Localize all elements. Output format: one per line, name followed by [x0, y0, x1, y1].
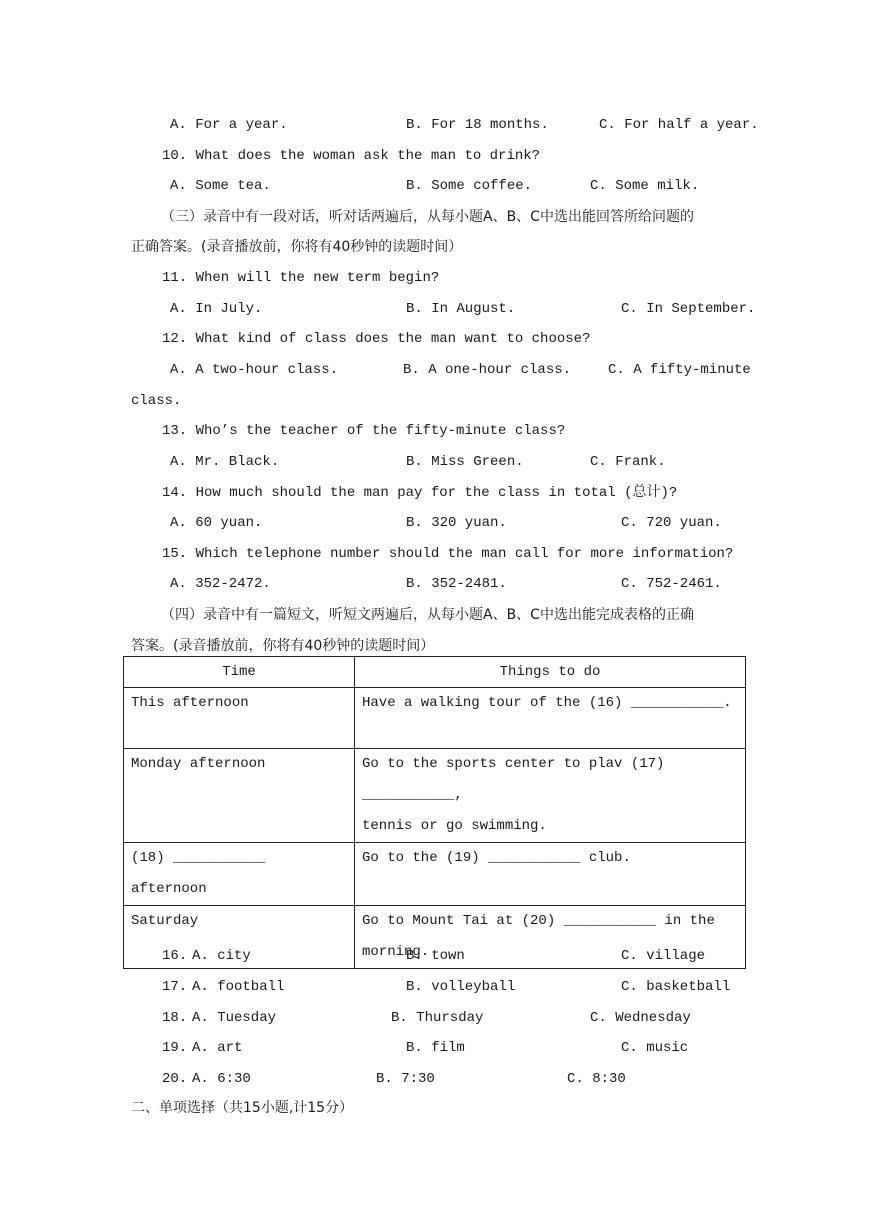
- q17-option-b: B. volleyball: [406, 979, 516, 995]
- q18-option-a: A. Tuesday: [192, 1010, 277, 1026]
- header-time: Time: [124, 657, 355, 688]
- q17-option-a: A. football: [192, 979, 285, 995]
- cell-todo: Go to the (19) ___________ club.: [355, 843, 746, 906]
- q10-question: 10. What does the woman ask the man to drink?: [162, 148, 541, 164]
- q19-option-b: B. film: [406, 1040, 465, 1056]
- q16-option-a: A. city: [192, 948, 251, 964]
- q11-option-a: A. In July.: [170, 301, 263, 317]
- q18-number: 18.: [162, 1010, 188, 1026]
- cell-time: Monday afternoon: [124, 749, 355, 843]
- table-row: [124, 688, 746, 749]
- q12-option-c-wrap: class.: [131, 393, 182, 409]
- cell-time: (18) ___________ afternoon: [124, 843, 355, 906]
- q11-option-b: B. In August.: [406, 301, 516, 317]
- q17-number: 17.: [162, 979, 188, 995]
- q15-option-b: B. 352-2481.: [406, 576, 507, 592]
- table-row: [124, 843, 746, 906]
- q11-option-c: C. In September.: [621, 301, 756, 317]
- cell-todo: Go to Mount Tai at (20) ___________ in the morning.: [355, 906, 746, 969]
- q18-option-b: B. Thursday: [391, 1010, 484, 1026]
- q19-number: 19.: [162, 1040, 188, 1056]
- q18-option-c: C. Wednesday: [590, 1010, 691, 1026]
- q13-option-c: C. Frank.: [590, 454, 666, 470]
- q13-option-a: A. Mr. Black.: [170, 454, 280, 470]
- cell-todo: Have a walking tour of the (16) ___________.: [355, 688, 746, 749]
- table-row: [124, 749, 746, 843]
- q9-option-b: B. For 18 months.: [406, 117, 549, 133]
- q9-option-c: C. For half a year.: [599, 117, 759, 133]
- q16-number: 16.: [162, 948, 188, 964]
- header-things-to-do: Things to do: [355, 657, 746, 688]
- q12-option-b: B. A one-hour class.: [403, 362, 572, 378]
- q12-option-c: C. A fifty-minute: [608, 362, 751, 378]
- q20-number: 20.: [162, 1071, 188, 1087]
- section4-instruction-cont: 答案。(录音播放前，你将有40秒钟的读题时间）: [131, 638, 435, 654]
- q12-question: 12. What kind of class does the man want to choose?: [162, 331, 591, 347]
- part2-heading: 二、单项选择（共15小题,计15分）: [131, 1100, 354, 1116]
- q10-option-b: B. Some coffee.: [406, 178, 533, 194]
- cell-time: Saturday: [124, 906, 355, 969]
- q15-option-a: A. 352-2472.: [170, 576, 271, 592]
- cell-todo-line2: tennis or go swimming.: [362, 818, 547, 834]
- table-header-row: [124, 657, 746, 688]
- q13-question: 13. Who’s the teacher of the fifty-minute class?: [162, 423, 566, 439]
- q14-option-c: C. 720 yuan.: [621, 515, 722, 531]
- q17-option-c: C. basketball: [621, 979, 731, 995]
- q14-option-b: B. 320 yuan.: [406, 515, 507, 531]
- q19-option-a: A. art: [192, 1040, 243, 1056]
- q9-option-a: A. For a year.: [170, 117, 288, 133]
- q16-option-c: C. village: [621, 948, 706, 964]
- q13-option-b: B. Miss Green.: [406, 454, 524, 470]
- q20-option-a: A. 6:30: [192, 1071, 251, 1087]
- q15-question: 15. Which telephone number should the man call for more information?: [162, 546, 734, 562]
- section4-instruction: （四）录音中有一篇短文，听短文两遍后，从每小题A、B、C中选出能完成表格的正确: [161, 607, 694, 623]
- q10-option-c: C. Some milk.: [590, 178, 700, 194]
- q16-option-b: B. town: [406, 948, 465, 964]
- q20-option-c: C. 8:30: [567, 1071, 626, 1087]
- q10-option-a: A. Some tea.: [170, 178, 271, 194]
- q14-option-a: A. 60 yuan.: [170, 515, 263, 531]
- q15-option-c: C. 752-2461.: [621, 576, 722, 592]
- section3-instruction-cont: 正确答案。(录音播放前，你将有40秒钟的读题时间）: [131, 239, 463, 255]
- cell-todo-line1: Go to the sports center to plav (17) ___________,: [362, 756, 665, 803]
- section3-instruction: （三）录音中有一段对话，听对话两遍后，从每小题A、B、C中选出能回答所给问题的: [161, 209, 694, 225]
- q11-question: 11. When will the new term begin?: [162, 270, 440, 286]
- schedule-table: [123, 656, 746, 969]
- q14-question: 14. How much should the man pay for the class in total (总计)?: [162, 485, 678, 501]
- q20-option-b: B. 7:30: [376, 1071, 435, 1087]
- q19-option-c: C. music: [621, 1040, 689, 1056]
- cell-todo: [355, 749, 746, 843]
- q12-option-a: A. A two-hour class.: [170, 362, 339, 378]
- cell-time: This afternoon: [124, 688, 355, 749]
